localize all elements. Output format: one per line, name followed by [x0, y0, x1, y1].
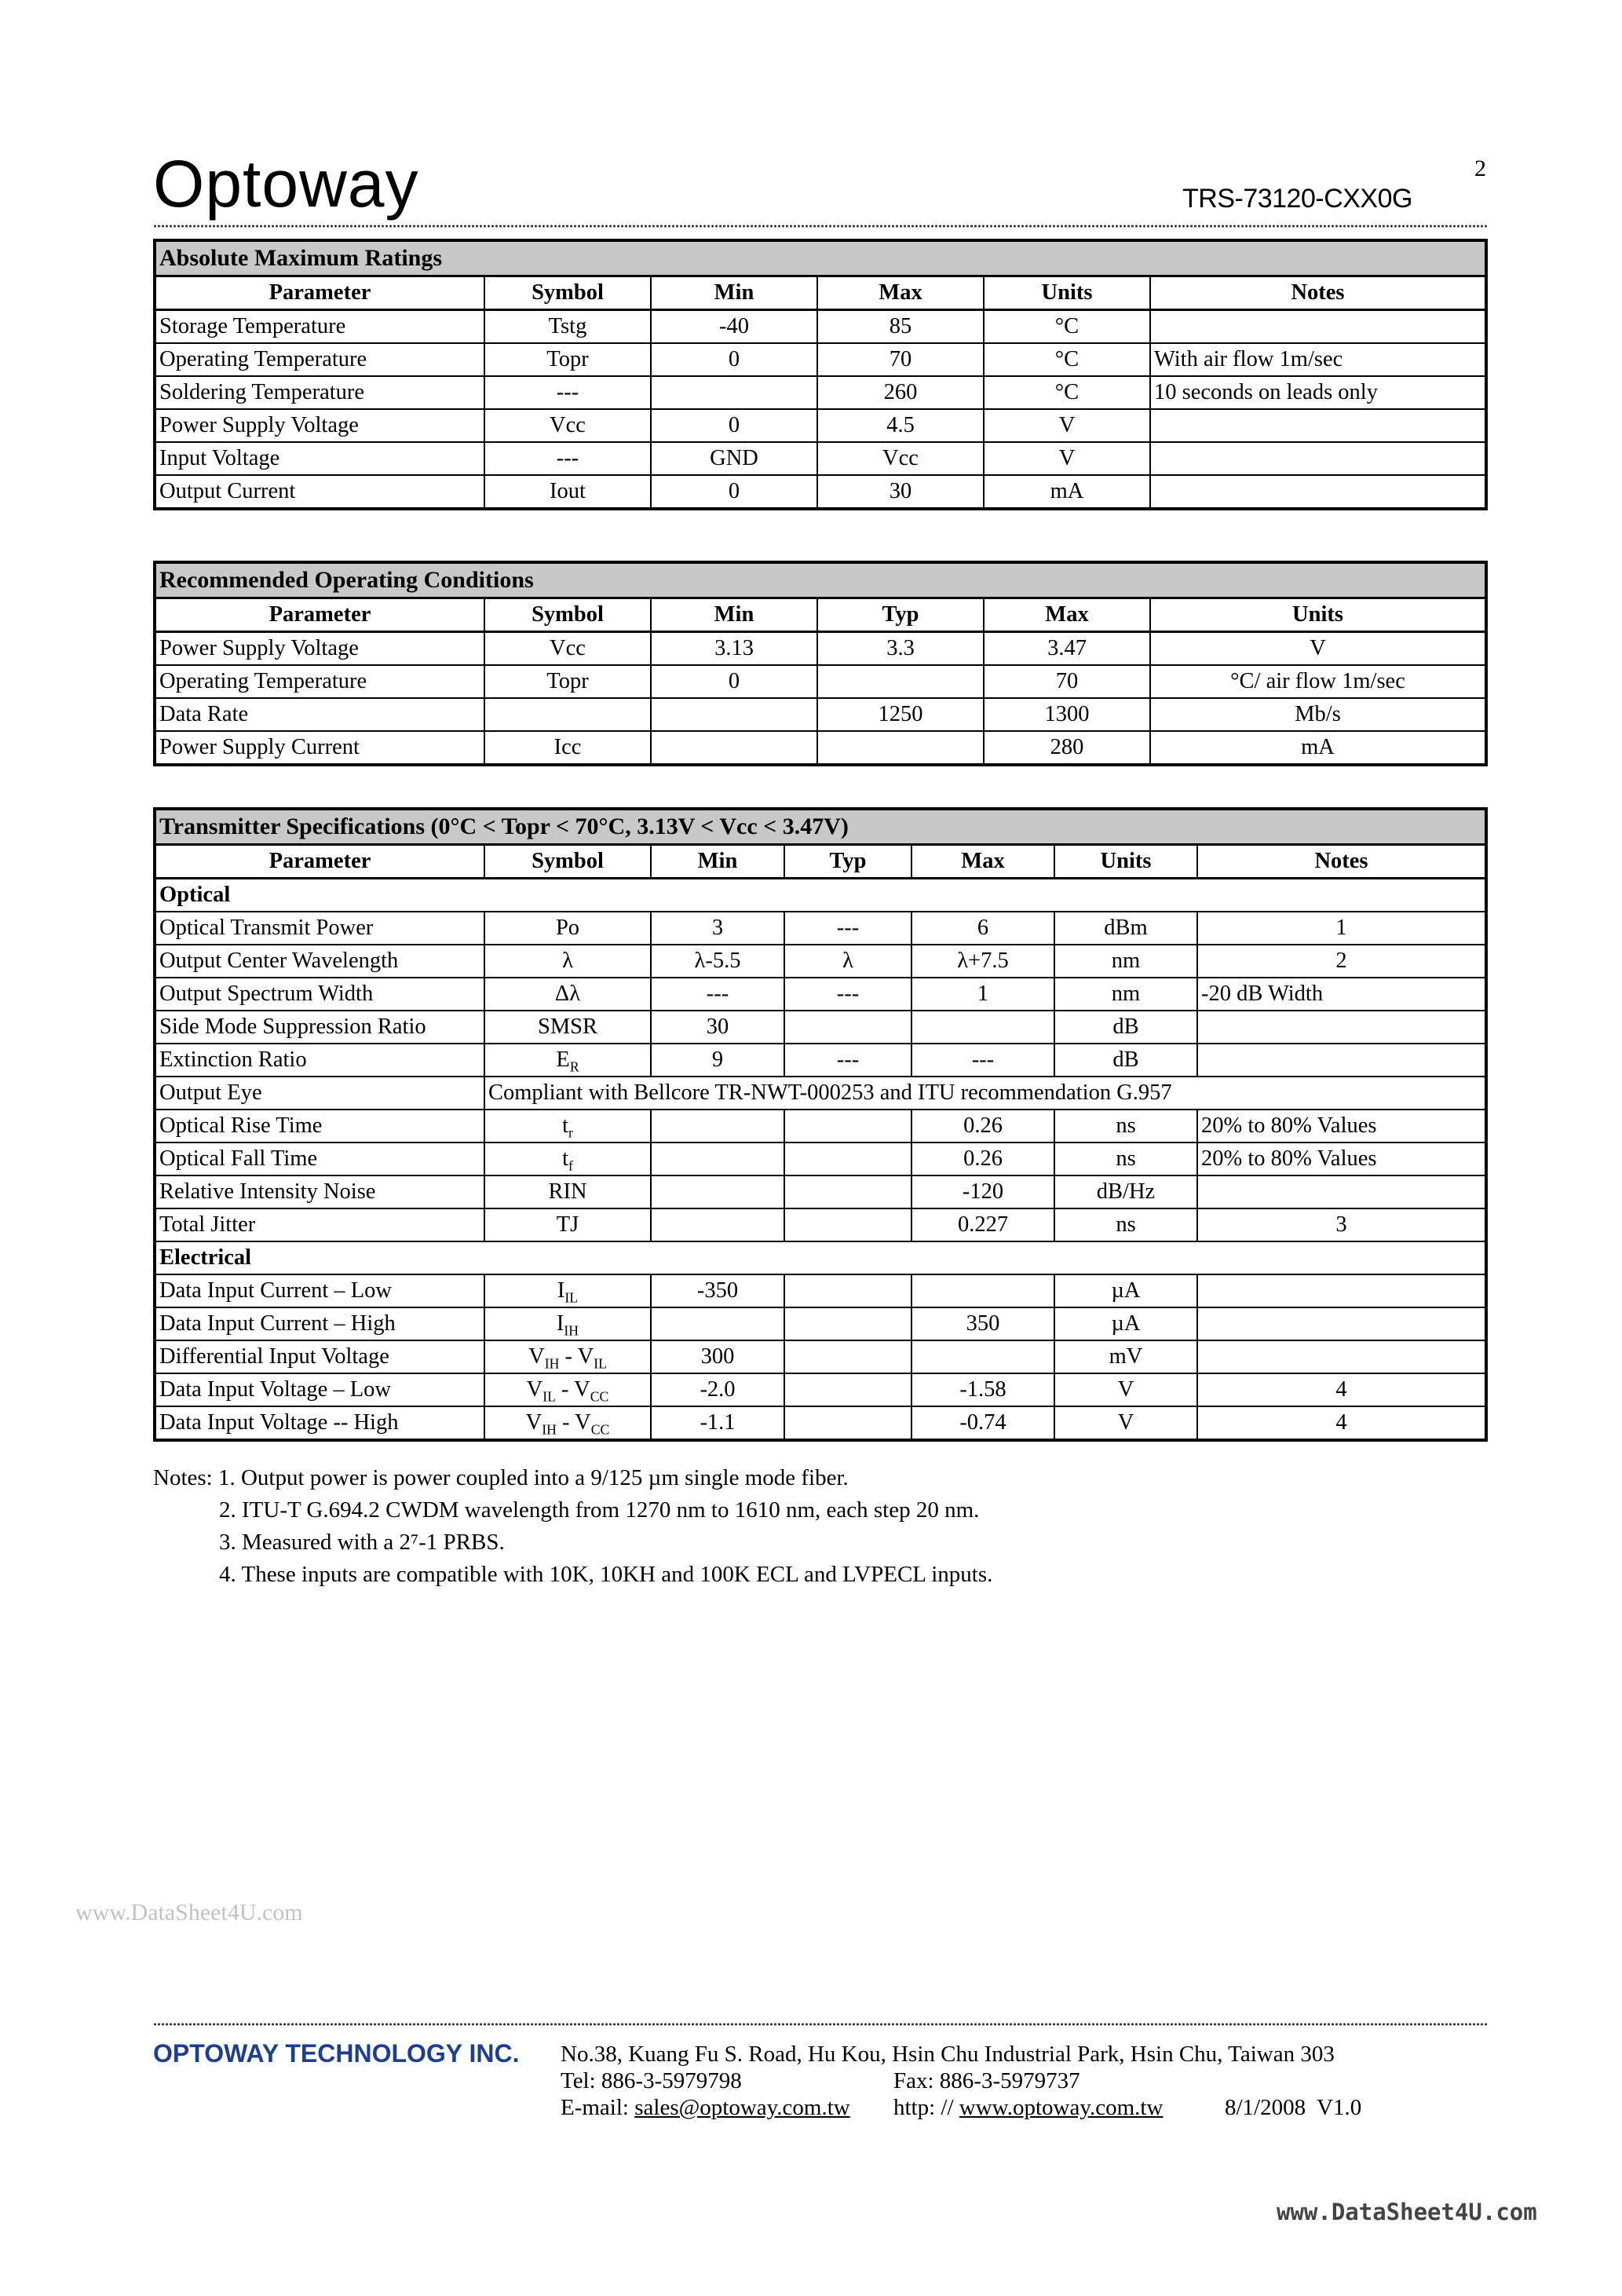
table-row	[155, 1175, 1486, 1208]
param-cell: Operating Temperature	[155, 665, 484, 698]
notes-cell	[1150, 409, 1486, 442]
col-header: Min	[651, 598, 817, 632]
symbol-cell: Po	[484, 912, 651, 945]
units-cell: mV	[1054, 1340, 1197, 1373]
symbol-cell: Icc	[484, 731, 651, 765]
min-cell: 0	[651, 409, 817, 442]
units-cell: ns	[1054, 1143, 1197, 1175]
section-optical: Optical	[155, 879, 1486, 912]
units-cell: V	[1150, 632, 1486, 666]
table-row	[155, 1274, 1486, 1307]
units-cell: mA	[984, 475, 1150, 509]
min-cell: 3.13	[651, 632, 817, 666]
table-row	[155, 475, 1486, 509]
note-3: 3. Measured with a 2⁷-1 PRBS.	[219, 1530, 505, 1555]
units-cell: µA	[1054, 1274, 1197, 1307]
param-cell: Data Input Current – Low	[155, 1274, 484, 1307]
units-cell: µA	[1054, 1307, 1197, 1340]
transmitter-table	[153, 807, 1488, 1442]
table-row	[155, 632, 1486, 666]
units-cell: ns	[1054, 1208, 1197, 1241]
col-header: Symbol	[484, 276, 651, 310]
symbol-cell: RIN	[484, 1175, 651, 1208]
typ-cell: ---	[784, 912, 911, 945]
units-cell: V	[984, 442, 1150, 475]
symbol-text: $V_{IH} - V_{IL}$	[528, 1344, 607, 1372]
typ-cell	[784, 1208, 911, 1241]
min-cell	[651, 376, 817, 409]
symbol-cell	[484, 1274, 651, 1307]
min-cell: 30	[651, 1011, 784, 1044]
notes-cell	[1197, 1274, 1486, 1307]
units-cell: nm	[1054, 978, 1197, 1011]
max-cell: -120	[911, 1175, 1054, 1208]
symbol-text: $I_{IH}$	[556, 1311, 579, 1339]
table-row	[155, 978, 1486, 1011]
param-cell: Output Eye	[155, 1077, 484, 1110]
col-header: Units	[984, 276, 1150, 310]
max-cell: 85	[817, 310, 984, 344]
max-cell: 0.26	[911, 1110, 1054, 1143]
symbol-cell	[484, 1143, 651, 1175]
max-cell: 280	[984, 731, 1150, 765]
col-header: Max	[817, 276, 984, 310]
typ-cell	[784, 1011, 911, 1044]
units-cell: ns	[1054, 1110, 1197, 1143]
symbol-cell: SMSR	[484, 1011, 651, 1044]
footer-address: No.38, Kuang Fu S. Road, Hu Kou, Hsin Chu Industrial Park, Hsin Chu, Taiwan 303	[561, 2042, 1335, 2067]
company-logo: Optoway	[153, 147, 419, 221]
table-row	[155, 945, 1486, 978]
param-cell: Extinction Ratio	[155, 1044, 484, 1077]
symbol-cell	[484, 1340, 651, 1373]
table-row	[155, 1110, 1486, 1143]
symbol-cell	[484, 1373, 651, 1406]
min-cell: λ-5.5	[651, 945, 784, 978]
table-row	[155, 1373, 1486, 1406]
param-cell: Relative Intensity Noise	[155, 1175, 484, 1208]
typ-cell	[784, 1143, 911, 1175]
symbol-cell: λ	[484, 945, 651, 978]
col-header: Notes	[1197, 845, 1486, 879]
typ-cell: ---	[784, 978, 911, 1011]
http-label: http: //	[893, 2095, 954, 2120]
notes-cell: 10 seconds on leads only	[1150, 376, 1486, 409]
table-row	[155, 409, 1486, 442]
watermark-bottom: www.DataSheet4U.com	[1277, 2199, 1537, 2225]
units-cell: °C/ air flow 1m/sec	[1150, 665, 1486, 698]
min-cell: -350	[651, 1274, 784, 1307]
notes-cell	[1150, 310, 1486, 344]
table-row	[155, 1406, 1486, 1440]
notes-cell	[1150, 442, 1486, 475]
param-cell: Soldering Temperature	[155, 376, 484, 409]
typ-cell	[784, 1340, 911, 1373]
model-number: TRS-73120-CXX0G	[1182, 184, 1412, 214]
table-row	[155, 1143, 1486, 1175]
param-cell: Data Input Voltage – Low	[155, 1373, 484, 1406]
col-header: Parameter	[155, 276, 484, 310]
param-cell: Total Jitter	[155, 1208, 484, 1241]
max-cell: 0.227	[911, 1208, 1054, 1241]
header-row	[155, 276, 1486, 310]
max-cell: 4.5	[817, 409, 984, 442]
param-cell: Power Supply Voltage	[155, 409, 484, 442]
max-cell: 3.47	[984, 632, 1150, 666]
min-cell	[651, 1143, 784, 1175]
col-header: Min	[651, 845, 784, 879]
param-cell: Output Current	[155, 475, 484, 509]
notes-block	[153, 1462, 992, 1591]
symbol-cell	[484, 1406, 651, 1440]
param-cell: Optical Fall Time	[155, 1143, 484, 1175]
min-cell	[651, 1175, 784, 1208]
table-title: Transmitter Specifications (0°C < Topr < 70°C, 3.13V < Vcc < 3.47V)	[155, 809, 1486, 845]
typ-cell: λ	[784, 945, 911, 978]
max-cell: 6	[911, 912, 1054, 945]
param-cell: Data Input Voltage -- High	[155, 1406, 484, 1440]
param-cell: Output Center Wavelength	[155, 945, 484, 978]
footer-company: OPTOWAY TECHNOLOGY INC.	[153, 2039, 520, 2067]
header-row	[155, 845, 1486, 879]
min-cell: ---	[651, 978, 784, 1011]
footer-tel: Tel: 886-3-5979798	[561, 2068, 742, 2093]
symbol-cell: TJ	[484, 1208, 651, 1241]
units-cell: dB	[1054, 1044, 1197, 1077]
col-header: Min	[651, 276, 817, 310]
notes-cell: 1	[1197, 912, 1486, 945]
symbol-text: $V_{IL} - V_{CC}$	[526, 1377, 609, 1405]
min-cell	[651, 1307, 784, 1340]
typ-cell	[784, 1373, 911, 1406]
col-header: Parameter	[155, 845, 484, 879]
col-header: Symbol	[484, 598, 651, 632]
typ-cell	[817, 665, 984, 698]
note-2: 2. ITU-T G.694.2 CWDM wavelength from 1270 nm to 1610 nm, each step 20 nm.	[219, 1497, 980, 1523]
symbol-cell: Δλ	[484, 978, 651, 1011]
watermark-left: www.DataSheet4U.com	[75, 1899, 303, 1925]
min-cell: -2.0	[651, 1373, 784, 1406]
section-electrical: Electrical	[155, 1241, 1486, 1274]
min-cell: 300	[651, 1340, 784, 1373]
table-row	[155, 1307, 1486, 1340]
min-cell	[651, 1208, 784, 1241]
header-row	[155, 598, 1486, 632]
table-row	[155, 376, 1486, 409]
table-row	[155, 698, 1486, 731]
notes-cell: 20% to 80% Values	[1197, 1110, 1486, 1143]
output-eye-value: Compliant with Bellcore TR-NWT-000253 and ITU recommendation G.957	[484, 1077, 1486, 1110]
min-cell: -1.1	[651, 1406, 784, 1440]
notes-cell: 3	[1197, 1208, 1486, 1241]
max-cell: -0.74	[911, 1406, 1054, 1440]
min-cell	[651, 1110, 784, 1143]
param-cell: Side Mode Suppression Ratio	[155, 1011, 484, 1044]
notes-cell	[1197, 1307, 1486, 1340]
param-cell: Storage Temperature	[155, 310, 484, 344]
max-cell	[911, 1011, 1054, 1044]
param-cell: Data Rate	[155, 698, 484, 731]
table-row	[155, 442, 1486, 475]
col-header: Symbol	[484, 845, 651, 879]
notes-cell: 20% to 80% Values	[1197, 1143, 1486, 1175]
units-cell: V	[1054, 1373, 1197, 1406]
col-header: Max	[911, 845, 1054, 879]
symbol-cell	[484, 1044, 651, 1077]
table-row	[155, 1077, 1486, 1110]
units-cell: V	[984, 409, 1150, 442]
symbol-cell: Iout	[484, 475, 651, 509]
max-cell: -1.58	[911, 1373, 1054, 1406]
param-cell: Power Supply Current	[155, 731, 484, 765]
email-label: E-mail:	[561, 2095, 629, 2120]
page-number: 2	[1474, 155, 1486, 181]
typ-cell: 1250	[817, 698, 984, 731]
col-header: Parameter	[155, 598, 484, 632]
max-cell	[911, 1274, 1054, 1307]
symbol-cell	[484, 1307, 651, 1340]
units-cell: °C	[984, 343, 1150, 376]
col-header: Typ	[817, 598, 984, 632]
notes-cell: 4	[1197, 1406, 1486, 1440]
symbol-text: $t_r$	[562, 1113, 573, 1141]
min-cell	[651, 698, 817, 731]
col-header: Notes	[1150, 276, 1486, 310]
table-row	[155, 310, 1486, 344]
symbol-cell	[484, 698, 651, 731]
table-row	[155, 731, 1486, 765]
max-cell: 30	[817, 475, 984, 509]
notes-cell	[1197, 1044, 1486, 1077]
symbol-cell	[484, 1110, 651, 1143]
symbol-text: $V_{IH} - V_{CC}$	[525, 1409, 610, 1438]
max-cell: ---	[911, 1044, 1054, 1077]
max-cell: λ+7.5	[911, 945, 1054, 978]
typ-cell: ---	[784, 1044, 911, 1077]
table-title: Absolute Maximum Ratings	[155, 240, 1486, 276]
param-cell: Optical Transmit Power	[155, 912, 484, 945]
symbol-text: $E_R$	[556, 1047, 579, 1075]
typ-cell	[817, 731, 984, 765]
notes-cell: -20 dB Width	[1197, 978, 1486, 1011]
max-cell: 350	[911, 1307, 1054, 1340]
max-cell: 0.26	[911, 1143, 1054, 1175]
min-cell: 0	[651, 343, 817, 376]
table-row	[155, 1011, 1486, 1044]
typ-cell	[784, 1110, 911, 1143]
max-cell: Vcc	[817, 442, 984, 475]
symbol-cell: ---	[484, 442, 651, 475]
symbol-cell: Vcc	[484, 632, 651, 666]
param-cell: Power Supply Voltage	[155, 632, 484, 666]
notes-cell: 4	[1197, 1373, 1486, 1406]
footer-date-version: 8/1/2008 V1.0	[1225, 2095, 1362, 2120]
param-cell: Operating Temperature	[155, 343, 484, 376]
units-cell: nm	[1054, 945, 1197, 978]
typ-cell: 3.3	[817, 632, 984, 666]
rec-op-table	[153, 561, 1488, 766]
website-link[interactable]: www.optoway.com.tw	[959, 2095, 1164, 2120]
table-row	[155, 912, 1486, 945]
notes-cell	[1150, 475, 1486, 509]
footer-email-line	[561, 2095, 850, 2121]
typ-cell	[784, 1175, 911, 1208]
table-row	[155, 1340, 1486, 1373]
typ-cell	[784, 1307, 911, 1340]
symbol-cell: Tstg	[484, 310, 651, 344]
min-cell: 0	[651, 665, 817, 698]
table-title: Recommended Operating Conditions	[155, 562, 1486, 598]
col-header: Typ	[784, 845, 911, 879]
abs-max-table	[153, 239, 1488, 510]
symbol-cell: Topr	[484, 665, 651, 698]
typ-cell	[784, 1406, 911, 1440]
units-cell: °C	[984, 376, 1150, 409]
note-4: 4. These inputs are compatible with 10K, 10KH and 100K ECL and LVPECL inputs.	[219, 1562, 993, 1587]
min-cell: 0	[651, 475, 817, 509]
max-cell	[911, 1340, 1054, 1373]
col-header: Units	[1054, 845, 1197, 879]
param-cell: Differential Input Voltage	[155, 1340, 484, 1373]
symbol-cell: Vcc	[484, 409, 651, 442]
symbol-cell: Topr	[484, 343, 651, 376]
symbol-text: $I_{IL}$	[557, 1278, 579, 1306]
min-cell	[651, 731, 817, 765]
max-cell: 70	[817, 343, 984, 376]
col-header: Max	[984, 598, 1150, 632]
param-cell: Optical Rise Time	[155, 1110, 484, 1143]
table-row	[155, 343, 1486, 376]
table-row	[155, 1208, 1486, 1241]
max-cell: 70	[984, 665, 1150, 698]
max-cell: 1	[911, 978, 1054, 1011]
max-cell: 1300	[984, 698, 1150, 731]
notes-cell	[1197, 1340, 1486, 1373]
notes-cell: 2	[1197, 945, 1486, 978]
footer-divider	[153, 2021, 1488, 2029]
units-cell: dB/Hz	[1054, 1175, 1197, 1208]
table-row	[155, 1044, 1486, 1077]
footer-fax: Fax: 886-3-5979737	[893, 2068, 1080, 2093]
table-row	[155, 665, 1486, 698]
units-cell: dB	[1054, 1011, 1197, 1044]
notes-cell: With air flow 1m/sec	[1150, 343, 1486, 376]
units-cell: V	[1054, 1406, 1197, 1440]
symbol-cell: ---	[484, 376, 651, 409]
param-cell: Input Voltage	[155, 442, 484, 475]
param-cell: Output Spectrum Width	[155, 978, 484, 1011]
min-cell: GND	[651, 442, 817, 475]
units-cell: °C	[984, 310, 1150, 344]
typ-cell	[784, 1274, 911, 1307]
min-cell: 3	[651, 912, 784, 945]
notes-cell	[1197, 1175, 1486, 1208]
units-cell: dBm	[1054, 912, 1197, 945]
note-1: Notes: 1. Output power is power coupled into a 9/125 µm single mode fiber.	[153, 1465, 849, 1490]
email-link[interactable]: sales@optoway.com.tw	[634, 2095, 850, 2120]
min-cell: 9	[651, 1044, 784, 1077]
max-cell: 260	[817, 376, 984, 409]
units-cell: mA	[1150, 731, 1486, 765]
symbol-text: $t_f$	[562, 1146, 573, 1174]
footer-web-line	[893, 2095, 1163, 2121]
col-header: Units	[1150, 598, 1486, 632]
notes-cell	[1197, 1011, 1486, 1044]
min-cell: -40	[651, 310, 817, 344]
header-divider	[153, 223, 1488, 231]
units-cell: Mb/s	[1150, 698, 1486, 731]
param-cell: Data Input Current – High	[155, 1307, 484, 1340]
